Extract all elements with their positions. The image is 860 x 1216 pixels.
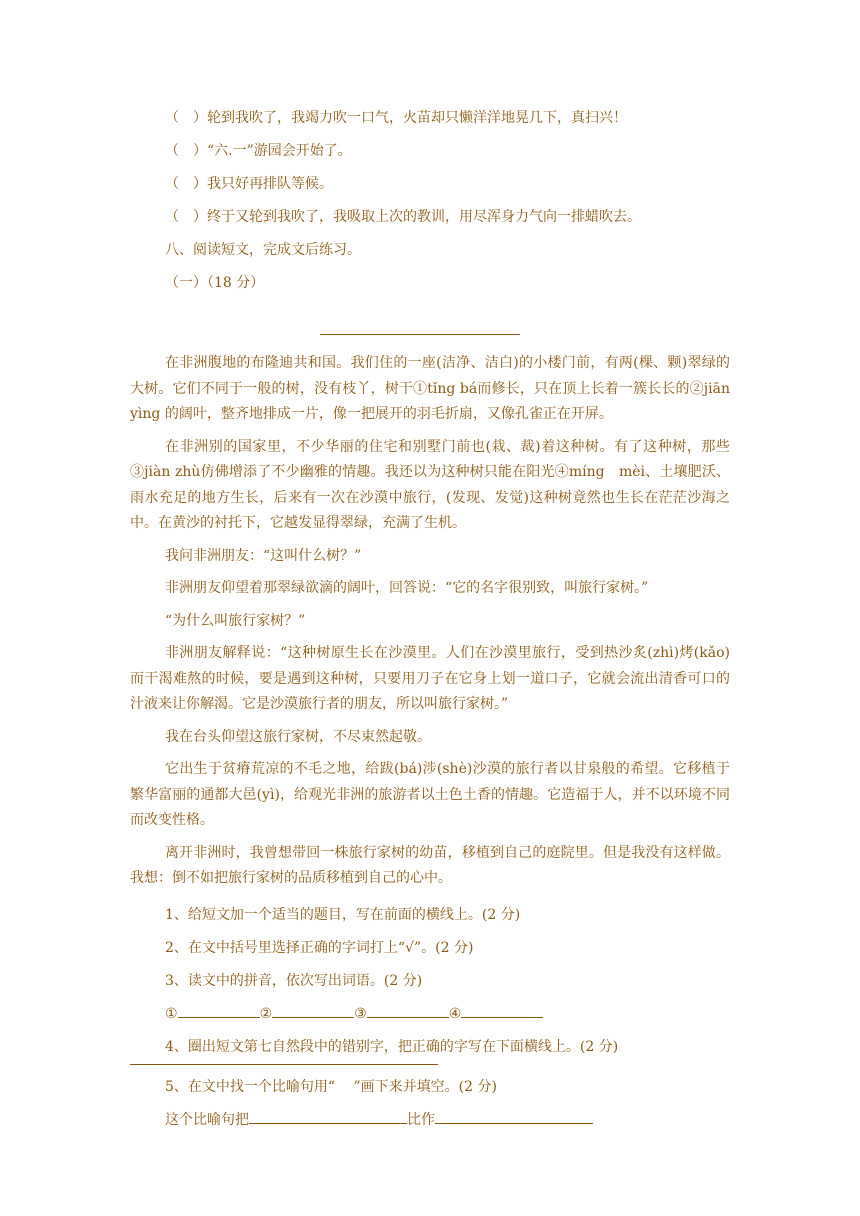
answer-mark-3: ③ [354,1005,367,1022]
answer-blank-2[interactable] [272,1003,354,1018]
fill-label-a: 这个比喻句把 [165,1111,249,1128]
answer-mark-4: ④ [448,1005,462,1022]
title-blank-line [320,312,520,335]
section-heading: 八、阅读短文，完成文后练习。 [165,242,361,258]
answer-mark-1: ① [165,1005,178,1022]
question-5: 5、在文中找一个比喻句用“ ”画下来并填空。(2 分) [165,1078,497,1095]
question-4-answer-line[interactable] [130,1064,438,1065]
answer-blank-4[interactable] [461,1003,543,1018]
answer-blank-1[interactable] [178,1003,260,1018]
passage-paragraph-7: 我在台头仰望这旅行家树，不尽束然起敬。 [165,728,431,745]
question-4: 4、圈出短文第七自然段中的错别字，把正确的字写在下面横线上。(2 分) [165,1038,619,1055]
passage-paragraph-8: 它出生于贫瘠荒凉的不毛之地，给跋(bá)涉(shè)沙漠的旅行者以甘泉般的希望。它移植于繁华富丽的通都大邑(yì)，给观光非洲的旅游者以土色土香的情趣。它造福于人，并不以环境不同而改变性格。 [130,761,730,828]
fill-blank-b[interactable] [435,1109,593,1124]
fill-label-b: 比作 [407,1111,435,1128]
part-heading: （一）（18 分） [165,275,265,291]
answer-mark-2: ② [259,1005,273,1022]
passage-paragraph-3: 我问非洲朋友：“这叫什么树？” [165,547,362,564]
question-1: 1、给短文加一个适当的题目，写在前面的横线上。(2 分) [165,906,521,923]
question-3-answers [130,998,730,1031]
question-2: 2、在文中括号里选择正确的字词打上“√”。(2 分) [165,939,474,956]
passage-paragraph-2: 在非洲别的国家里，不少华丽的住宅和别墅门前也(栽、裁)着这种树。有了这种树，那些③jiàn zhù仿佛增添了不少幽雅的情趣。我还以为这种树只能在阳光④míng mèi、土壤肥沃、雨水充足的地方生长，后来有一次在沙漠中旅行，(发现、发觉)这种树竟然也生长在茫茫沙海之中。在黄沙的衬托下，它越发显得翠绿，充满了生机。 [130,438,730,531]
order-sentence-3: （ ）我只好再排队等候。 [165,176,333,192]
passage-paragraph-5: “为什么叫旅行家树？” [165,612,306,629]
passage-paragraph-9: 离开非洲时，我曾想带回一株旅行家树的幼苗，移植到自己的庭院里。但是我没有这样做。我想：倒不如把旅行家树的品质移植到自己的心中。 [130,844,730,886]
question-5-fill [130,1104,730,1137]
fill-blank-a[interactable] [249,1109,407,1124]
question-3: 3、读文中的拼音，依次写出词语。(2 分) [165,972,423,989]
passage-paragraph-1: 在非洲腹地的布隆迪共和国。我们住的一座(洁净、洁白)的小楼门前，有两(棵、颗)翠绿的大树。它们不同于一般的树，没有枝丫，树干①tǐng bá而修长，只在顶上长着一簇长长的②jiān yìng 的阔叶，整齐地排成一片，像一把展开的羽毛折扇，又像孔雀正在开屏。 [130,355,730,422]
answer-blank-3[interactable] [367,1003,449,1018]
order-sentence-4: （ ）终于又轮到我吹了，我吸取上次的教训，用尽浑身力气向一排蜡吹去。 [165,209,641,225]
passage-paragraph-6: 非洲朋友解释说：“这种树原生长在沙漠里。人们在沙漠里旅行，受到热沙炙(zhì)烤(kǎo)而干渴难熬的时候，要是遇到这种树，只要用刀子在它身上划一道口子，它就会流出清香可口的汁液来让你解渴。它是沙漠旅行者的朋友，所以叫旅行家树。” [130,645,730,712]
passage-paragraph-4: 非洲朋友仰望着那翠绿欲滴的阔叶，回答说：“它的名字很别致，叫旅行家树。” [165,580,649,596]
order-sentence-2: （ ）“六.一”游园会开始了。 [165,143,352,159]
order-sentence-1: （ ）轮到我吹了，我竭力吹一口气，火苗却只懒洋洋地晃几下，真扫兴！ [165,110,627,126]
